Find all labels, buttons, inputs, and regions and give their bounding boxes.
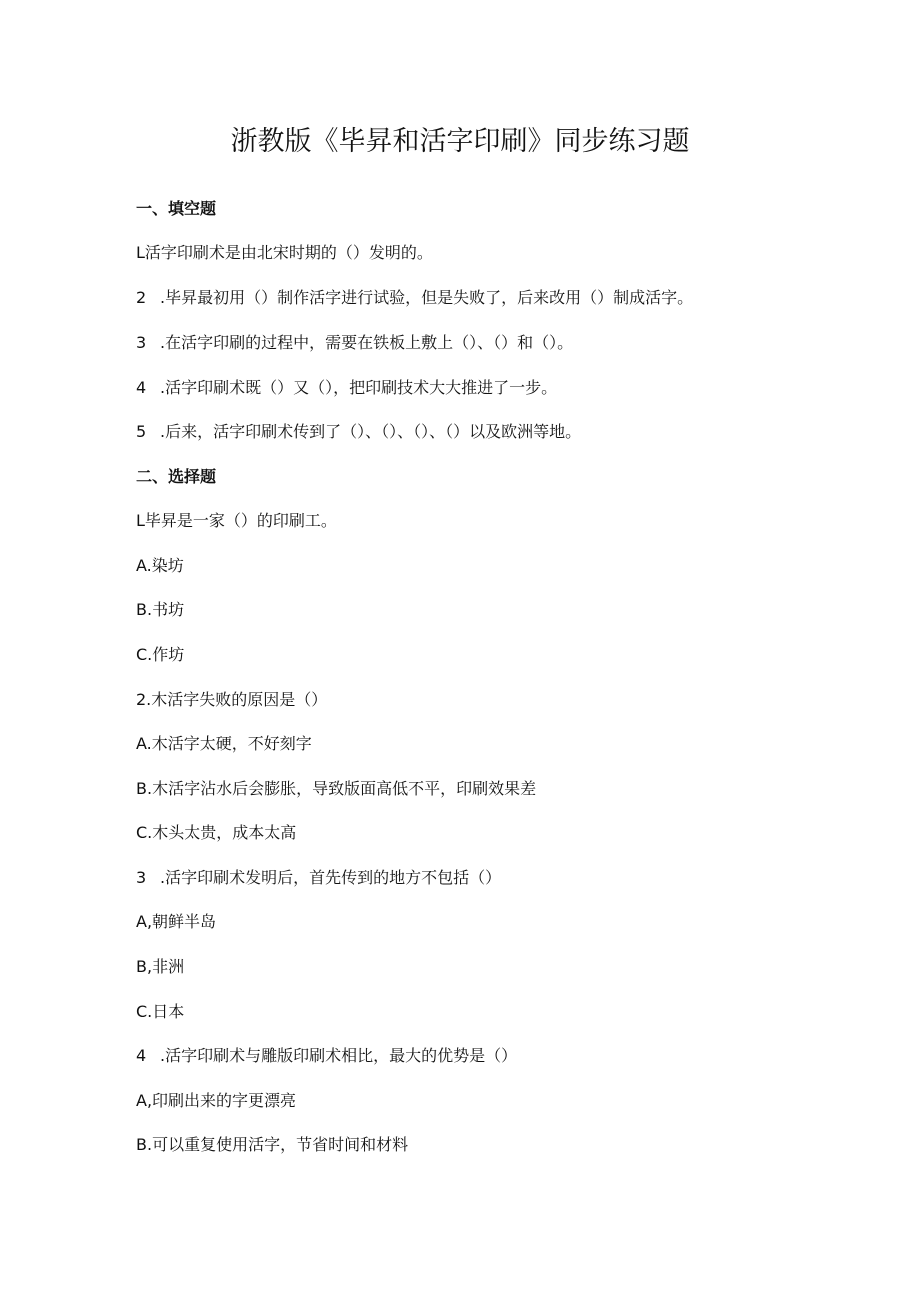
question-text: .活字印刷术既（）又（），把印刷技术大大推进了一步。 xyxy=(160,378,558,397)
section-heading-fill-blank: 一、填空题 xyxy=(136,199,217,218)
choice-option: B.书坊 xyxy=(136,600,185,619)
choice-question-3-stem xyxy=(136,867,501,889)
question-number: 5 xyxy=(136,422,147,441)
question-number: 2 xyxy=(136,288,147,307)
choice-option: B,非洲 xyxy=(136,957,185,976)
choice-option: A,印刷出来的字更漂亮 xyxy=(136,1091,297,1110)
fill-blank-question-2 xyxy=(136,287,693,309)
question-number: 3 xyxy=(136,333,147,352)
question-text: .毕昇最初用（）制作活字进行试验，但是失败了，后来改用（）制成活字。 xyxy=(160,288,694,307)
question-number: 3 xyxy=(136,868,147,887)
fill-blank-question-4 xyxy=(136,377,557,399)
fill-blank-question-5 xyxy=(136,421,581,443)
section-heading-multiple-choice: 二、选择题 xyxy=(136,467,217,486)
question-text: .在活字印刷的过程中，需要在铁板上敷上（）、（）和（）。 xyxy=(160,333,574,352)
question-number: 4 xyxy=(136,1046,147,1065)
choice-option: C.作坊 xyxy=(136,645,185,664)
choice-question-1-stem: L毕昇是一家（）的印刷工。 xyxy=(136,511,337,530)
choice-question-4-stem xyxy=(136,1045,517,1067)
fill-blank-question-1 xyxy=(136,242,433,264)
choice-option: A,朝鲜半岛 xyxy=(136,912,217,931)
choice-option: C.木头太贵，成本太高 xyxy=(136,823,297,842)
page-title: 浙教版《毕昇和活字印刷》同步练习题 xyxy=(230,126,690,157)
question-text: .后来，活字印刷术传到了（）、（）、（）、（）以及欧洲等地。 xyxy=(160,422,582,441)
choice-option: A.染坊 xyxy=(136,556,184,575)
question-text: L活字印刷术是由北宋时期的（）发明的。 xyxy=(136,243,433,262)
choice-option: B.可以重复使用活字，节省时间和材料 xyxy=(136,1135,409,1154)
choice-question-2-stem: 2.木活字失败的原因是（） xyxy=(136,690,328,709)
choice-option: B.木活字沾水后会膨胀，导致版面高低不平，印刷效果差 xyxy=(136,779,537,798)
choice-option: C.日本 xyxy=(136,1002,185,1021)
question-text: .活字印刷术发明后，首先传到的地方不包括（） xyxy=(160,868,502,887)
question-number: 4 xyxy=(136,378,147,397)
question-text: .活字印刷术与雕版印刷术相比，最大的优势是（） xyxy=(160,1046,518,1065)
choice-option: A.木活字太硬，不好刻字 xyxy=(136,734,312,753)
fill-blank-question-3 xyxy=(136,332,573,354)
